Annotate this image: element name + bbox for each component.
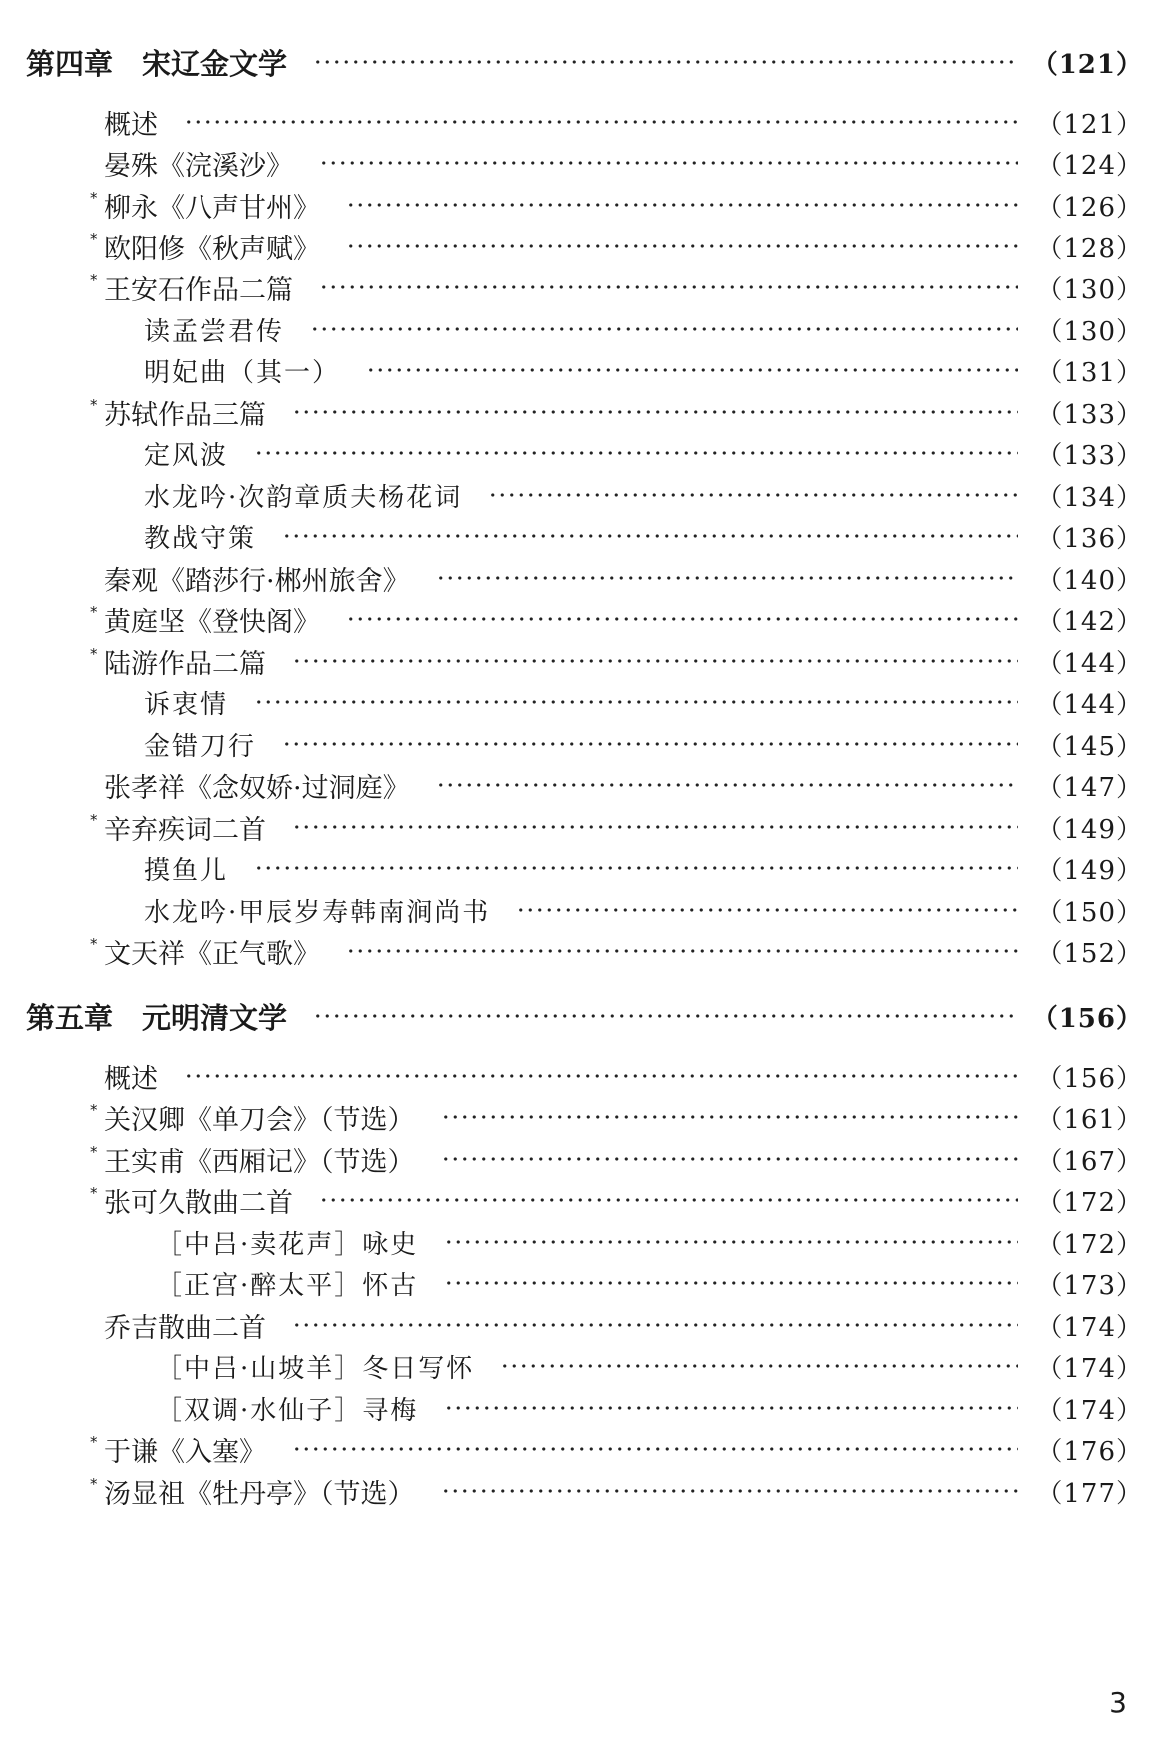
page-ref: （161） bbox=[1036, 1104, 1143, 1135]
page-ref: （142） bbox=[1036, 606, 1143, 637]
dot-leader bbox=[282, 534, 1018, 538]
optional-marker: * bbox=[90, 645, 98, 663]
page-ref: （149） bbox=[1036, 855, 1143, 886]
toc-entry bbox=[90, 226, 1143, 266]
toc-entry bbox=[90, 267, 1143, 307]
dot-leader bbox=[500, 1364, 1018, 1368]
entry-title: 陆游作品二篇 bbox=[104, 648, 266, 680]
optional-marker: * bbox=[90, 935, 98, 953]
page-ref: （121） bbox=[1036, 109, 1143, 140]
toc-entry bbox=[144, 475, 1143, 515]
entry-title: 金错刀行 bbox=[144, 731, 257, 762]
chapter-heading bbox=[26, 996, 1143, 1036]
page-ref: （173） bbox=[1036, 1270, 1143, 1301]
toc-entry bbox=[156, 1263, 1143, 1303]
toc-entry bbox=[104, 765, 1143, 805]
dot-leader bbox=[292, 1447, 1018, 1451]
toc-entry bbox=[90, 931, 1143, 971]
toc-entry bbox=[144, 516, 1143, 556]
toc-entry bbox=[144, 682, 1143, 722]
page-ref: （128） bbox=[1036, 233, 1143, 264]
page-ref: （133） bbox=[1036, 399, 1143, 430]
page-ref: （147） bbox=[1036, 772, 1143, 803]
toc-entry bbox=[156, 1346, 1143, 1386]
page-ref: （134） bbox=[1036, 482, 1143, 513]
dot-leader bbox=[292, 825, 1018, 829]
dot-leader bbox=[488, 493, 1018, 497]
toc-entry bbox=[144, 890, 1143, 930]
entry-title: 摸鱼儿 bbox=[144, 855, 229, 886]
toc-entry bbox=[156, 1222, 1143, 1262]
toc-entry bbox=[144, 433, 1143, 473]
dot-leader bbox=[444, 1240, 1018, 1244]
entry-title: 教战守策 bbox=[144, 523, 257, 554]
optional-marker: * bbox=[90, 811, 98, 829]
entry-title: 水龙吟·次韵章质夫杨花词 bbox=[144, 482, 463, 513]
entry-title: 概述 bbox=[104, 109, 158, 141]
page-ref: （124） bbox=[1036, 150, 1143, 181]
page-ref: （144） bbox=[1036, 648, 1143, 679]
page-ref: （121） bbox=[1031, 49, 1143, 80]
page-ref: （133） bbox=[1036, 440, 1143, 471]
entry-title: 苏轼作品三篇 bbox=[104, 399, 266, 431]
entry-title: ［双调·水仙子］寻梅 bbox=[156, 1395, 419, 1426]
dot-leader bbox=[319, 161, 1018, 165]
entry-title: 水龙吟·甲辰岁寿韩南涧尚书 bbox=[144, 897, 491, 928]
page-ref: （174） bbox=[1036, 1312, 1143, 1343]
optional-marker: * bbox=[90, 1143, 98, 1161]
entry-title: 汤显祖《牡丹亭》（节选） bbox=[104, 1478, 415, 1510]
toc-entry bbox=[90, 1139, 1143, 1179]
entry-title: 张孝祥《念奴娇·过洞庭》 bbox=[104, 772, 410, 804]
entry-title: 文天祥《正气歌》 bbox=[104, 938, 320, 970]
dot-leader bbox=[292, 659, 1018, 663]
optional-marker: * bbox=[90, 271, 98, 289]
toc-entry bbox=[144, 848, 1143, 888]
entry-title: 读孟尝君传 bbox=[144, 316, 285, 347]
toc-entry bbox=[90, 1180, 1143, 1220]
dot-leader bbox=[184, 120, 1018, 124]
page-ref: （172） bbox=[1036, 1229, 1143, 1260]
entry-title: ［中吕·山坡羊］冬日写怀 bbox=[156, 1353, 475, 1384]
page-ref: （140） bbox=[1036, 565, 1143, 596]
dot-leader bbox=[319, 1198, 1018, 1202]
entry-title: 柳永《八声甘州》 bbox=[104, 192, 320, 224]
page-ref: （156） bbox=[1036, 1063, 1143, 1094]
entry-title: 乔吉散曲二首 bbox=[104, 1312, 266, 1344]
toc-entry bbox=[144, 350, 1143, 390]
dot-leader bbox=[254, 866, 1018, 870]
entry-title: 概述 bbox=[104, 1063, 158, 1095]
optional-marker: * bbox=[90, 1101, 98, 1119]
page-ref: （145） bbox=[1036, 731, 1143, 762]
toc-entry bbox=[156, 1388, 1143, 1428]
page-ref: （152） bbox=[1036, 938, 1143, 969]
entry-title: 欧阳修《秋声赋》 bbox=[104, 233, 320, 265]
dot-leader bbox=[313, 1014, 1014, 1018]
page-ref: （172） bbox=[1036, 1187, 1143, 1218]
page-ref: （149） bbox=[1036, 814, 1143, 845]
page-ref: （130） bbox=[1036, 316, 1143, 347]
toc-entry bbox=[104, 102, 1143, 142]
entry-title: ［中吕·卖花声］咏史 bbox=[156, 1229, 419, 1260]
dot-leader bbox=[292, 410, 1018, 414]
chapter-heading bbox=[26, 42, 1143, 82]
page-ref: （130） bbox=[1036, 274, 1143, 305]
page-ref: （176） bbox=[1036, 1436, 1143, 1467]
toc-entry bbox=[90, 1097, 1143, 1137]
dot-leader bbox=[366, 368, 1018, 372]
entry-title: 黄庭坚《登快阁》 bbox=[104, 606, 320, 638]
chapter-title: 第四章 宋辽金文学 bbox=[26, 46, 288, 81]
toc-entry bbox=[90, 392, 1143, 432]
optional-marker: * bbox=[90, 230, 98, 248]
toc-entry bbox=[90, 807, 1143, 847]
page-ref: （174） bbox=[1036, 1353, 1143, 1384]
dot-leader bbox=[184, 1074, 1018, 1078]
entry-title: 晏殊《浣溪沙》 bbox=[104, 150, 293, 182]
toc-entry bbox=[90, 1471, 1143, 1511]
optional-marker: * bbox=[90, 1433, 98, 1451]
dot-leader bbox=[441, 1157, 1019, 1161]
entry-title: 诉衷情 bbox=[144, 689, 229, 720]
optional-marker: * bbox=[90, 1184, 98, 1202]
page-ref: （126） bbox=[1036, 192, 1143, 223]
entry-title: 定风波 bbox=[144, 440, 229, 471]
dot-leader bbox=[346, 949, 1018, 953]
page-ref: （167） bbox=[1036, 1146, 1143, 1177]
dot-leader bbox=[319, 285, 1018, 289]
toc-entry bbox=[90, 1429, 1143, 1469]
dot-leader bbox=[346, 617, 1018, 621]
entry-title: 王实甫《西厢记》（节选） bbox=[104, 1146, 415, 1178]
entry-title: 王安石作品二篇 bbox=[104, 274, 293, 306]
dot-leader bbox=[436, 783, 1019, 787]
toc-entry bbox=[104, 143, 1143, 183]
toc-entry bbox=[90, 641, 1143, 681]
dot-leader bbox=[444, 1406, 1018, 1410]
toc-entry bbox=[90, 599, 1143, 639]
dot-leader bbox=[441, 1115, 1019, 1119]
dot-leader bbox=[282, 742, 1018, 746]
page-number: 3 bbox=[1109, 1686, 1127, 1719]
toc-entry bbox=[90, 185, 1143, 225]
page-ref: （144） bbox=[1036, 689, 1143, 720]
entry-title: 关汉卿《单刀会》（节选） bbox=[104, 1104, 415, 1136]
dot-leader bbox=[436, 576, 1019, 580]
entry-title: 明妃曲（其一） bbox=[144, 357, 341, 388]
page-ref: （156） bbox=[1031, 1003, 1143, 1034]
dot-leader bbox=[516, 908, 1018, 912]
toc-entry bbox=[104, 558, 1143, 598]
dot-leader bbox=[346, 244, 1018, 248]
dot-leader bbox=[254, 451, 1018, 455]
chapter-title: 第五章 元明清文学 bbox=[26, 1000, 288, 1035]
optional-marker: * bbox=[90, 189, 98, 207]
optional-marker: * bbox=[90, 603, 98, 621]
entry-title: 于谦《入塞》 bbox=[104, 1436, 266, 1468]
page-ref: （177） bbox=[1036, 1478, 1143, 1509]
dot-leader bbox=[346, 203, 1018, 207]
entry-title: 张可久散曲二首 bbox=[104, 1187, 293, 1219]
optional-marker: * bbox=[90, 396, 98, 414]
entry-title: ［正宫·醉太平］怀古 bbox=[156, 1270, 419, 1301]
entry-title: 秦观《踏莎行·郴州旅舍》 bbox=[104, 565, 410, 597]
dot-leader bbox=[254, 700, 1018, 704]
dot-leader bbox=[444, 1281, 1018, 1285]
toc-entry bbox=[144, 309, 1143, 349]
toc-entry bbox=[104, 1056, 1143, 1096]
dot-leader bbox=[310, 327, 1018, 331]
toc-entry bbox=[104, 1305, 1143, 1345]
dot-leader bbox=[441, 1489, 1019, 1493]
dot-leader bbox=[313, 60, 1014, 64]
dot-leader bbox=[292, 1323, 1018, 1327]
toc-entry bbox=[144, 724, 1143, 764]
page-ref: （131） bbox=[1036, 357, 1143, 388]
page-ref: （136） bbox=[1036, 523, 1143, 554]
optional-marker: * bbox=[90, 1475, 98, 1493]
entry-title: 辛弃疾词二首 bbox=[104, 814, 266, 846]
page-ref: （150） bbox=[1036, 897, 1143, 928]
page-ref: （174） bbox=[1036, 1395, 1143, 1426]
